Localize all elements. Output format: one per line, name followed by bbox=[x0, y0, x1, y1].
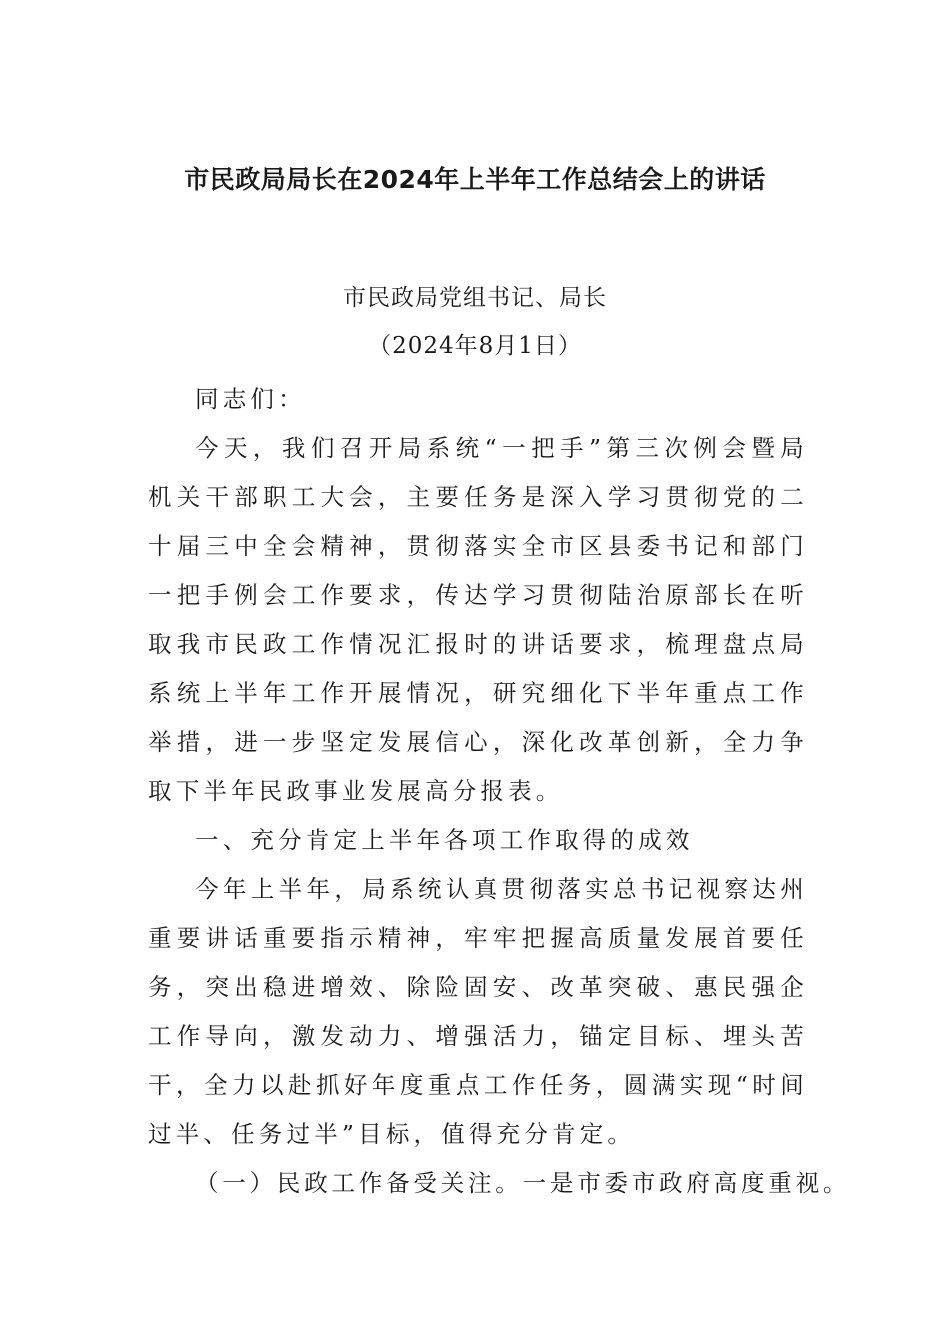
document-body bbox=[148, 375, 851, 1208]
section-heading: 一、充分肯定上半年各项工作取得的成效 bbox=[195, 826, 694, 854]
document-title: 市民政局局长在2024年上半年工作总结会上的讲话 bbox=[184, 165, 766, 194]
paragraph-subsection: （一）民政工作备受关注。一是市委市政府高度重视。 bbox=[195, 1169, 851, 1197]
paragraph-intro: 今天，我们召开局系统“一把手”第三次例会暨局机关干部职工大会，主要任务是深入学习贯彻党的二十届三中全会精神，贯彻落实全市区县委书记和部门一把手例会工作要求，传达学习贯彻陆治原部长在听取我市民政工作情况汇报时的讲话要求，梳理盘点局系统上半年工作开展情况，研究细化下半年重点工作举措，进一步坚定发展信心，深化改革创新，全力争取下半年民政事业发展高分报表。 bbox=[148, 434, 808, 805]
salutation: 同志们： bbox=[195, 385, 306, 413]
document-author: 市民政局党组书记、局长 bbox=[343, 285, 607, 311]
paragraph-achievements: 今年上半年，局系统认真贯彻落实总书记视察达州重要讲话重要指示精神，牢牢把握高质量发展首要任务，突出稳进增效、除险固安、改革突破、惠民强企工作导向，激发动力、增强活力，锚定目标、埋头苦干，全力以赴抓好年度重点工作任务，圆满实现“时间过半、任务过半”目标，值得充分肯定。 bbox=[148, 875, 808, 1148]
document-date: （2024年8月1日） bbox=[368, 333, 582, 359]
